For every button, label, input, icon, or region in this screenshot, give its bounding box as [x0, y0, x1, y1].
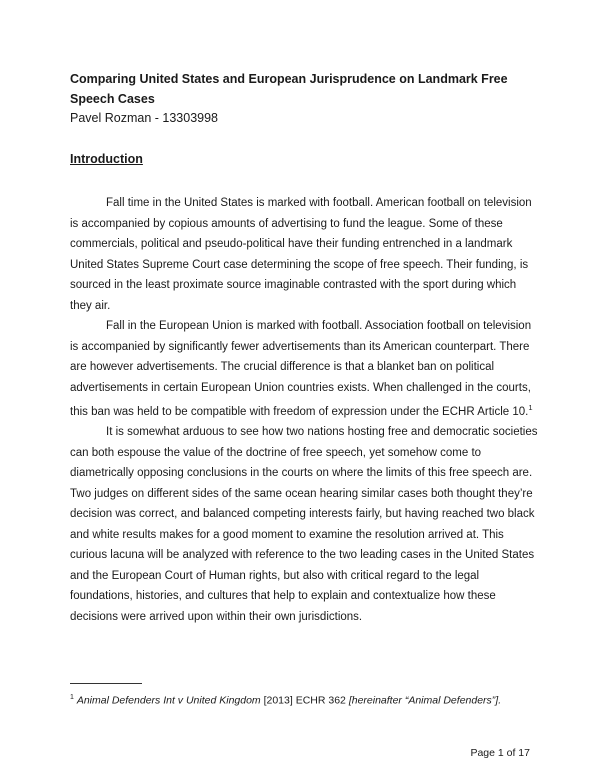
- footnote-divider: [70, 683, 142, 684]
- paragraph-text: Fall in the European Union is marked with football. Association football on television is accompanied by significantly fewer advertisements than its American counterpart. There are however advertisements. The crucial difference is that a blanket ban on political advertisements in certain European Union countries exists. When challenged in the courts, this ban was held to be compatible with freedom of expression under the ECHR Article 10.: [70, 320, 532, 418]
- footnote-marker: 1: [70, 694, 74, 701]
- footnote-note: [hereinafter “Animal Defenders”].: [348, 694, 502, 707]
- footnote: [70, 691, 501, 708]
- page-number: Page 1 of 17: [470, 747, 530, 759]
- footnote-case-name: Animal Defenders Int v United Kingdom: [76, 694, 261, 707]
- paragraph: It is somewhat arduous to see how two nations hosting free and democratic societies can both espouse the value of the doctrine of free speech, yet somehow come to diametrically opposing conclusions in the courts on where the limits of this free speech are. Two judges on different sides of the same ocean hearing similar cases both thought they’re decision was correct, and balanced competing interests fairly, but having reached two black and white results makes for a good moment to examine the resolution arrived at. This curious lacuna will be analyzed with reference to the two leading cases in the United States and the European Court of Human rights, but also with critical regard to the legal foundations, histories, and cultures that help to explain and contextualize how these decisions were arrived upon within their own jurisdictions.: [70, 426, 538, 623]
- paragraph: Fall time in the United States is marked with football. American football on television is accompanied by copious amounts of advertising to fund the league. Some of these commercials, political and pseudo-political have their funding entrenched in a landmark United States Supreme Court case determining the scope of free speech. Their funding, is sourced in the least proximate source imaginable contrasted with the sport during which they air.: [70, 197, 532, 312]
- footnote-ref[interactable]: 1: [528, 403, 533, 412]
- body-text: [70, 193, 540, 627]
- paragraph: [70, 316, 540, 422]
- author-line: Pavel Rozman - 13303998: [70, 111, 219, 125]
- document-title: Comparing United States and European Jurisprudence on Landmark Free Speech Cases: [70, 72, 508, 106]
- footnote-citation: [2013] ECHR 362: [260, 694, 349, 707]
- section-heading: Introduction: [70, 152, 143, 166]
